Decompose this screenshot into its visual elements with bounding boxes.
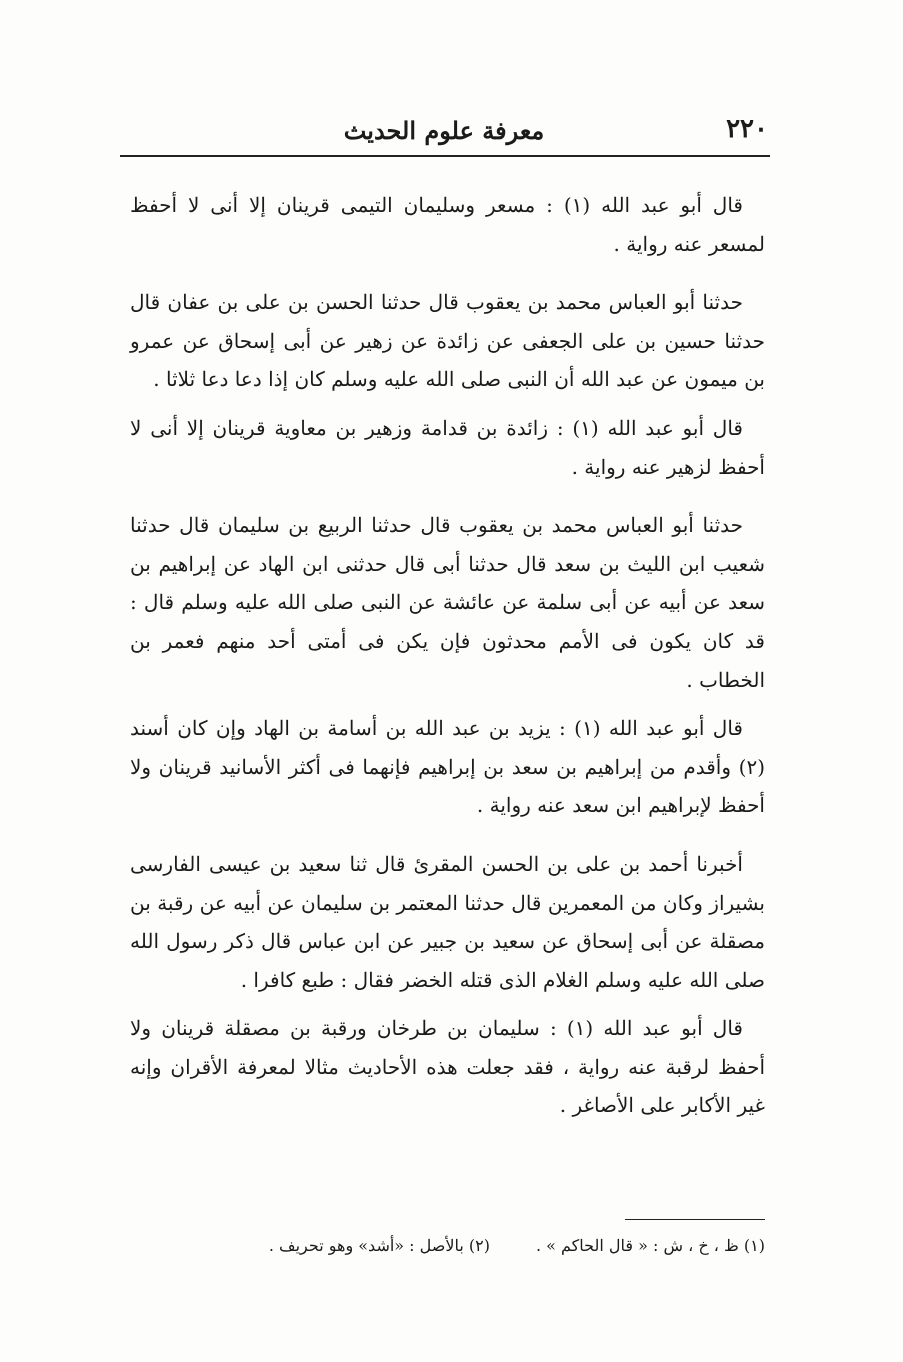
page-number: ٢٢٠ — [726, 114, 768, 144]
paragraph-1: قال أبو عبد الله (١) : مسعر وسليمان التيمى قرينان إلا أنى لا أحفظ لمسعر عنه رواية . — [130, 193, 765, 256]
paragraph-2: حدثنا أبو العباس محمد بن يعقوب قال حدثنا الحسن بن على بن عفان قال حدثنا حسين بن على الجعفى عن زائدة عن زهير عن أبى إسحاق عن عمرو بن ميمون عن عبد الله أن النبى صلى الله عليه وسلم كان إذا دعا دعا ثلاثا . — [130, 290, 765, 392]
paragraph-7: قال أبو عبد الله (١) : سليمان بن طرخان ورقبة بن مصقلة قرينان ولا أحفظ لرقبة عنه رواية ، فقد جعلت هذه الأحاديث مثالا لمعرفة الأقران وإنه غير الأكابر على الأصاغر . — [130, 1016, 765, 1118]
main-text — [130, 186, 765, 1135]
paragraph-5: قال أبو عبد الله (١) : يزيد بن عبد الله بن أسامة بن الهاد وإن كان أسند (٢) وأقدم من إبراهيم بن سعد بن إبراهيم فإنهما فى أكثر الأسانيد قرينان ولا أحفظ لإبراهيم ابن سعد عنه رواية . — [130, 716, 765, 818]
footnote-rule — [625, 1219, 765, 1220]
paragraph-4: حدثنا أبو العباس محمد بن يعقوب قال حدثنا الربيع بن سليمان قال حدثنا شعيب ابن الليث بن سعد قال حدثنا أبى قال حدثنى ابن الهاد عن إبراهيم بن سعد عن أبيه عن أبى سلمة عن عائشة عن النبى صلى الله عليه وسلم قال : قد كان يكون فى الأمم محدثون فإن يكن فى أمتى أحد منهم فعمر بن الخطاب . — [130, 513, 765, 692]
footnotes — [140, 1234, 765, 1258]
running-title: معرفة علوم الحديث — [343, 116, 545, 145]
footnote-2: (٢) بالأصل : «أشد» وهو تحريف . — [268, 1236, 490, 1255]
footnote-1: (١) ظ ، خ ، ش : « قال الحاكم » . — [535, 1236, 765, 1255]
page-header — [120, 110, 768, 154]
header-rule — [120, 155, 770, 157]
paragraph-3: قال أبو عبد الله (١) : زائدة بن قدامة وزهير بن معاوية قرينان إلا أنى لا أحفظ لزهير عنه رواية . — [130, 415, 765, 479]
paragraph-6: أخبرنا أحمد بن على بن الحسن المقرئ قال ثنا سعيد بن عيسى الفارسى بشيراز وكان من المعمرين قال حدثنا المعتمر بن سليمان عن أبيه عن رقبة بن مصقلة عن أبى إسحاق عن سعيد بن جبير عن ابن عباس قال ذكر رسول الله صلى الله عليه وسلم الغلام الذى قتله الخضر فقال : طبع كافرا . — [130, 851, 765, 992]
